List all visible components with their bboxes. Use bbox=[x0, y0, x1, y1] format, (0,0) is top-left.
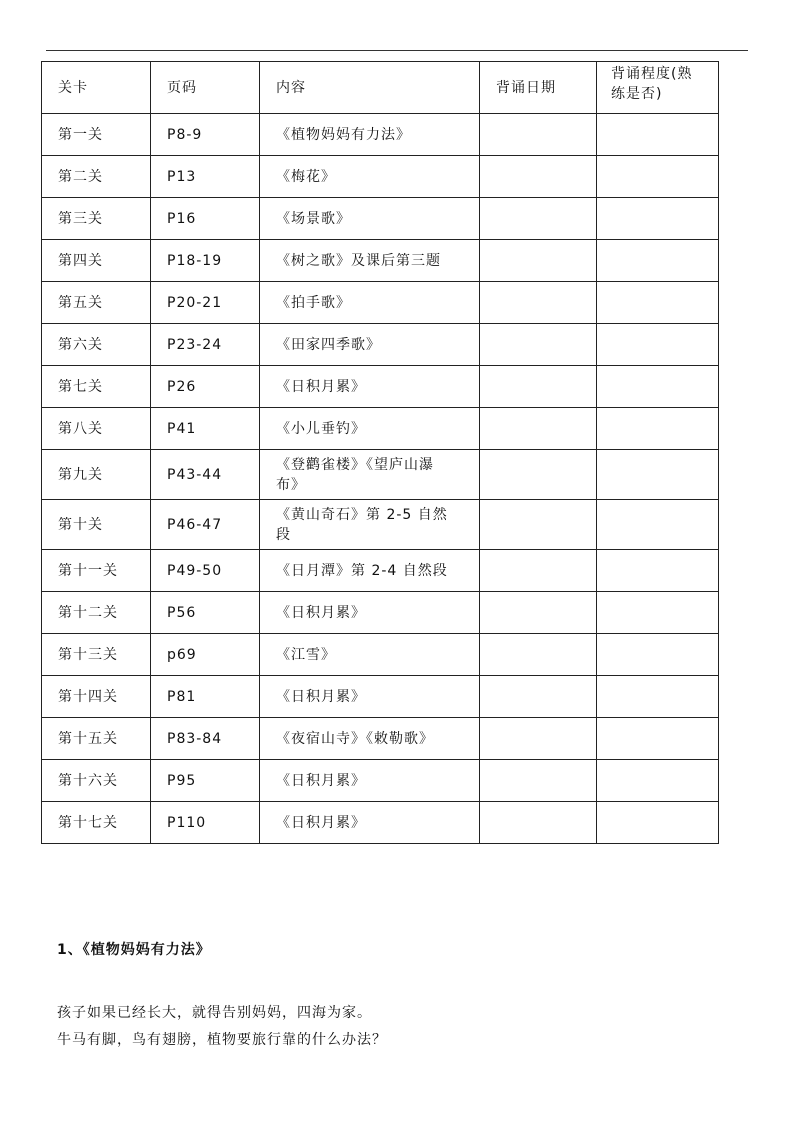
cell-content: 《拍手歌》 bbox=[260, 282, 480, 324]
cell-content: 《日积月累》 bbox=[260, 760, 480, 802]
cell-progress[interactable] bbox=[597, 324, 719, 366]
header-page: 页码 bbox=[151, 62, 260, 114]
cell-page: P46-47 bbox=[151, 500, 260, 550]
cell-date[interactable] bbox=[480, 676, 597, 718]
cell-content: 《日月潭》第 2-4 自然段 bbox=[260, 550, 480, 592]
cell-level: 第十七关 bbox=[42, 802, 151, 844]
cell-date[interactable] bbox=[480, 634, 597, 676]
table-row bbox=[42, 592, 719, 634]
header-progress bbox=[597, 62, 719, 114]
cell-page: P13 bbox=[151, 156, 260, 198]
cell-progress[interactable] bbox=[597, 718, 719, 760]
cell-page: P41 bbox=[151, 408, 260, 450]
cell-date[interactable] bbox=[480, 282, 597, 324]
table-row bbox=[42, 450, 719, 500]
header-level: 关卡 bbox=[42, 62, 151, 114]
cell-date[interactable] bbox=[480, 198, 597, 240]
cell-date[interactable] bbox=[480, 324, 597, 366]
cell-content: 《日积月累》 bbox=[260, 366, 480, 408]
cell-page: P95 bbox=[151, 760, 260, 802]
cell-level: 第十四关 bbox=[42, 676, 151, 718]
cell-progress[interactable] bbox=[597, 676, 719, 718]
cell-page: P23-24 bbox=[151, 324, 260, 366]
cell-date[interactable] bbox=[480, 114, 597, 156]
cell-progress[interactable] bbox=[597, 802, 719, 844]
cell-content bbox=[260, 450, 480, 500]
header-rule bbox=[46, 50, 748, 51]
cell-progress[interactable] bbox=[597, 156, 719, 198]
cell-date[interactable] bbox=[480, 156, 597, 198]
cell-content: 《日积月累》 bbox=[260, 802, 480, 844]
cell-content: 《江雪》 bbox=[260, 634, 480, 676]
cell-content: 《场景歌》 bbox=[260, 198, 480, 240]
table-header-row bbox=[42, 62, 719, 114]
cell-content: 《日积月累》 bbox=[260, 676, 480, 718]
cell-date[interactable] bbox=[480, 500, 597, 550]
cell-content: 《梅花》 bbox=[260, 156, 480, 198]
table-row bbox=[42, 282, 719, 324]
cell-date[interactable] bbox=[480, 718, 597, 760]
table-row bbox=[42, 240, 719, 282]
cell-level: 第十二关 bbox=[42, 592, 151, 634]
cell-progress[interactable] bbox=[597, 282, 719, 324]
cell-level: 第十六关 bbox=[42, 760, 151, 802]
cell-content: 《夜宿山寺》《敕勒歌》 bbox=[260, 718, 480, 760]
cell-date[interactable] bbox=[480, 802, 597, 844]
cell-page: P56 bbox=[151, 592, 260, 634]
header-progress-line1: 背诵程度(熟 bbox=[611, 66, 693, 82]
recitation-table bbox=[41, 61, 719, 844]
cell-level: 第五关 bbox=[42, 282, 151, 324]
cell-page: P18-19 bbox=[151, 240, 260, 282]
cell-level: 第十一关 bbox=[42, 550, 151, 592]
body-line-1: 孩子如果已经长大，就得告别妈妈，四海为家。 bbox=[57, 1005, 372, 1021]
cell-content: 《树之歌》及课后第三题 bbox=[260, 240, 480, 282]
cell-page: p69 bbox=[151, 634, 260, 676]
cell-progress[interactable] bbox=[597, 198, 719, 240]
cell-progress[interactable] bbox=[597, 450, 719, 500]
cell-progress[interactable] bbox=[597, 550, 719, 592]
header-date: 背诵日期 bbox=[480, 62, 597, 114]
cell-content-line1: 《黄山奇石》第 2-5 自然 bbox=[276, 506, 448, 523]
cell-progress[interactable] bbox=[597, 592, 719, 634]
table-row bbox=[42, 500, 719, 550]
table-row bbox=[42, 634, 719, 676]
table-row bbox=[42, 676, 719, 718]
cell-page: P26 bbox=[151, 366, 260, 408]
table-row bbox=[42, 156, 719, 198]
table-row bbox=[42, 550, 719, 592]
cell-content: 《田家四季歌》 bbox=[260, 324, 480, 366]
cell-date[interactable] bbox=[480, 408, 597, 450]
cell-page: P83-84 bbox=[151, 718, 260, 760]
cell-page: P81 bbox=[151, 676, 260, 718]
header-progress-line2: 练是否) bbox=[611, 86, 663, 102]
cell-content-line2: 布》 bbox=[276, 476, 306, 493]
cell-date[interactable] bbox=[480, 760, 597, 802]
cell-progress[interactable] bbox=[597, 240, 719, 282]
cell-level: 第十关 bbox=[42, 500, 151, 550]
cell-level: 第九关 bbox=[42, 450, 151, 500]
cell-page: P110 bbox=[151, 802, 260, 844]
table-row bbox=[42, 718, 719, 760]
cell-content: 《小儿垂钓》 bbox=[260, 408, 480, 450]
table-row bbox=[42, 408, 719, 450]
cell-page: P16 bbox=[151, 198, 260, 240]
cell-date[interactable] bbox=[480, 550, 597, 592]
cell-level: 第一关 bbox=[42, 114, 151, 156]
table-row bbox=[42, 366, 719, 408]
table-row bbox=[42, 198, 719, 240]
cell-date[interactable] bbox=[480, 240, 597, 282]
table-row bbox=[42, 324, 719, 366]
cell-date[interactable] bbox=[480, 366, 597, 408]
cell-level: 第八关 bbox=[42, 408, 151, 450]
body-line-2: 牛马有脚，鸟有翅膀，植物要旅行靠的什么办法？ bbox=[57, 1032, 387, 1048]
cell-content-line1: 《登鹳雀楼》《望庐山瀑 bbox=[276, 456, 434, 473]
cell-level: 第四关 bbox=[42, 240, 151, 282]
cell-content: 《植物妈妈有力法》 bbox=[260, 114, 480, 156]
table-row bbox=[42, 760, 719, 802]
cell-level: 第二关 bbox=[42, 156, 151, 198]
cell-page: P43-44 bbox=[151, 450, 260, 500]
cell-progress[interactable] bbox=[597, 634, 719, 676]
cell-level: 第十三关 bbox=[42, 634, 151, 676]
cell-level: 第三关 bbox=[42, 198, 151, 240]
cell-progress[interactable] bbox=[597, 760, 719, 802]
cell-page: P8-9 bbox=[151, 114, 260, 156]
table-row bbox=[42, 114, 719, 156]
cell-page: P49-50 bbox=[151, 550, 260, 592]
cell-content: 《日积月累》 bbox=[260, 592, 480, 634]
cell-content bbox=[260, 500, 480, 550]
cell-date[interactable] bbox=[480, 592, 597, 634]
section-heading: 1、《植物妈妈有力法》 bbox=[57, 942, 211, 958]
cell-date[interactable] bbox=[480, 450, 597, 500]
cell-content-line2: 段 bbox=[276, 526, 291, 543]
cell-progress[interactable] bbox=[597, 408, 719, 450]
cell-level: 第七关 bbox=[42, 366, 151, 408]
cell-progress[interactable] bbox=[597, 366, 719, 408]
cell-progress[interactable] bbox=[597, 114, 719, 156]
cell-page: P20-21 bbox=[151, 282, 260, 324]
table-row bbox=[42, 802, 719, 844]
cell-level: 第十五关 bbox=[42, 718, 151, 760]
cell-level: 第六关 bbox=[42, 324, 151, 366]
cell-progress[interactable] bbox=[597, 500, 719, 550]
header-content: 内容 bbox=[260, 62, 480, 114]
